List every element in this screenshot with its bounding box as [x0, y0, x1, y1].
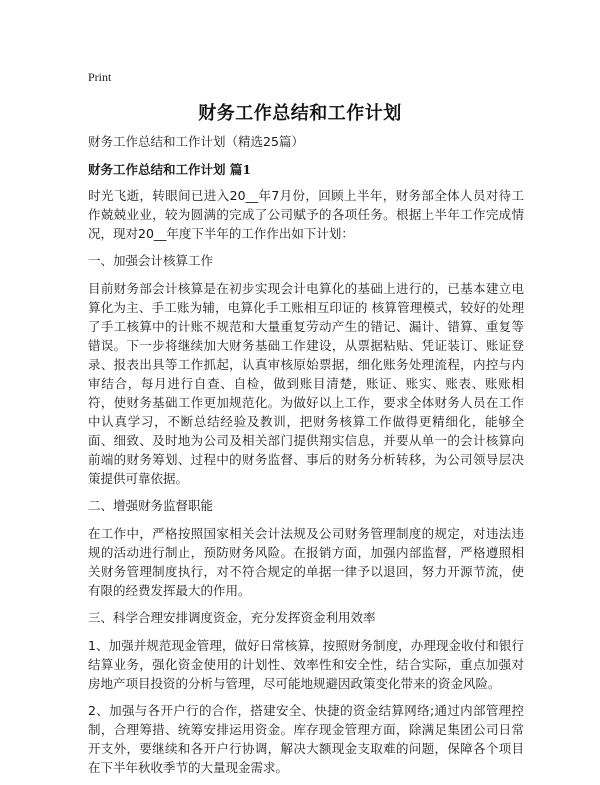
section-2-heading: 二、增强财务监督职能	[88, 498, 214, 513]
document-body	[88, 132, 524, 785]
document-subtitle: 财务工作总结和工作计划（精选25篇）	[88, 134, 304, 149]
section-1-paragraph: 目前财务部会计核算是在初步实现会计电算化的基础上进行的，已基本建立电算化为主、手工账为辅，电算化手工账相互印证的 核算管理模式，较好的处理了手工核算中的计账不规范和大量重复劳动产生的错记、漏计、错算、重复等错误。下一步将继续加大财务基础工作建设，从票据粘贴、凭证装订、账证登录、报表出具等工作抓起，认真审核原始票据，细化账务处理流程，内控与内审结合，每月进行自查、自检，做到账目清楚，账证、账实、账表、账账相符，使财务基础工作更加规范化。为做好以上工作，要求全体财务人员在工作中认真学习，不断总结经验及教训，把财务核算工作做得更精细化，能够全面、细致、及时地为公司及相关部门提供翔实信息，并要从单一的会计核算向前端的财务筹划、过程中的财务监督、事后的财务分析转移，为公司领导层决策提供可靠依据。	[88, 281, 524, 486]
intro-paragraph: 时光飞逝，转眼间已进入20__年7月份，回顾上半年，财务部全体人员对待工作兢兢业业，较为圆满的完成了公司赋予的各项任务。根据上半年工作完成情况，现对20__年度下半年的工作作出如下计划：	[88, 188, 524, 241]
section-3-item-2: 2、加强与各开户行的合作，搭建安全、快捷的资金结算网络;通过内部管理控制，合理筹措、统筹安排运用资金。库存现金管理方面，除满足集团公司日常开支外，要继续和各开户行协调，解决大额现金支取难的问题，保障各个项目在下半年秋收季节的大量现金需求。	[88, 703, 524, 775]
print-label: Print	[88, 70, 112, 84]
page-title: 财务工作总结和工作计划	[198, 103, 402, 124]
section-3-item-1: 1、加强并规范现金管理，做好日常核算，按照财务制度，办理现金收付和银行结算业务，强化资金使用的计划性、效率性和安全性，结合实际，重点加强对房地产项目投资的分析与管理，尽可能地规避因政策变化带来的资金风险。	[88, 638, 524, 691]
section-2-paragraph: 在工作中，严格按照国家相关会计法规及公司财务管理制度的规定，对违法违规的活动进行制止，预防财务风险。在报销方面，加强内部监督，严格遵照相关财务管理制度执行，对不符合规定的单据一律予以退回，努力开源节流，使有限的经费发挥最大的作用。	[88, 526, 524, 598]
article-heading: 财务工作总结和工作计划 篇1	[88, 162, 252, 177]
section-3-heading: 三、科学合理安排调度资金，充分发挥资金利用效率	[88, 610, 376, 625]
section-1-heading: 一、加强会计核算工作	[88, 253, 214, 268]
